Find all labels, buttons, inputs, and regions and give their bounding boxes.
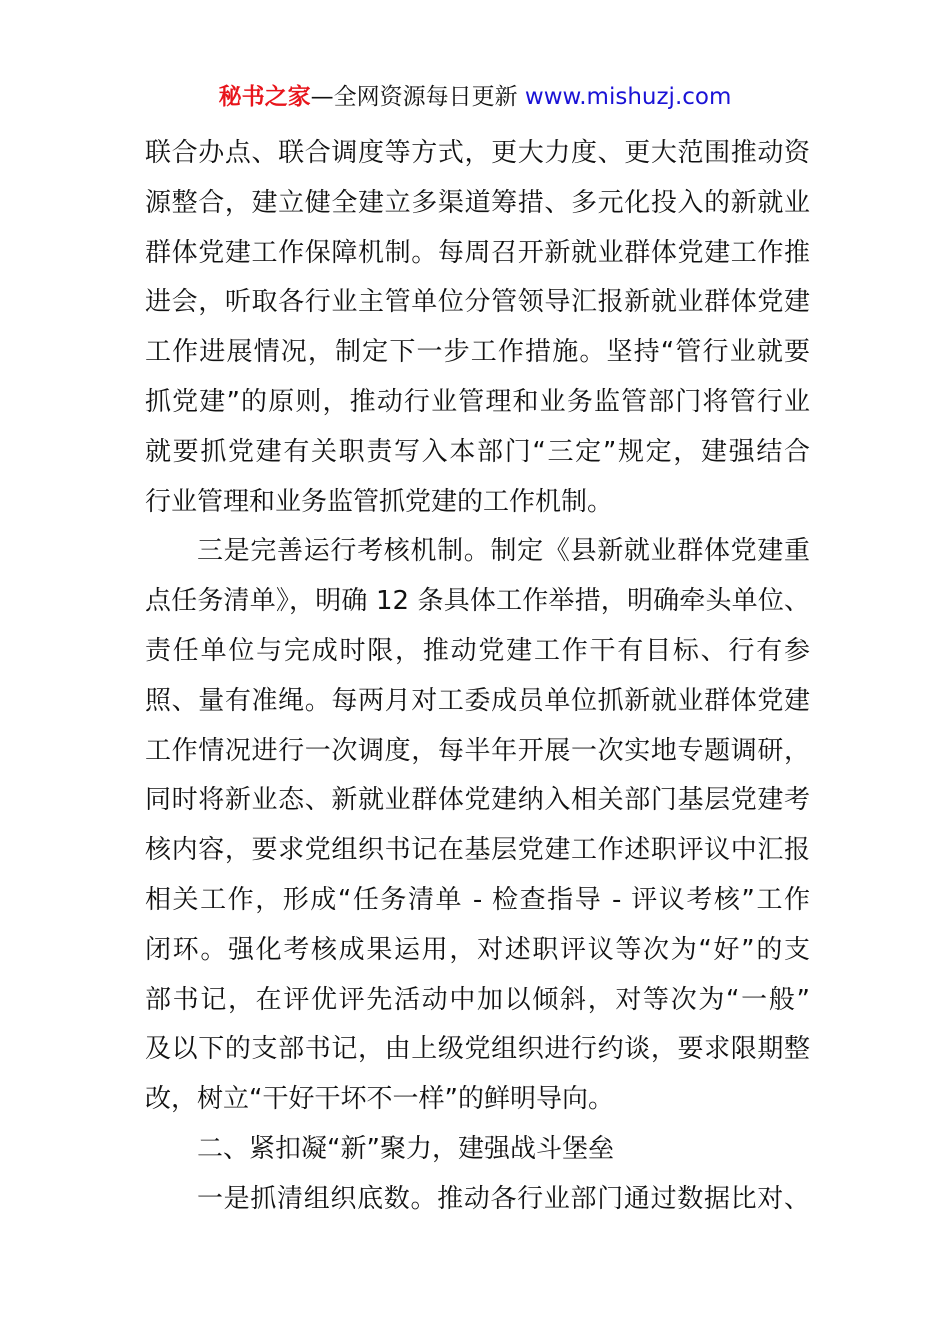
- page-header: [0, 80, 950, 114]
- text-line: 及以下的支部书记，由上级党组织进行约谈，要求限期整: [145, 1034, 810, 1065]
- brand-name: 秘书之家: [218, 84, 311, 110]
- site-url-link[interactable]: www.mishuzj.com: [524, 84, 732, 110]
- text-line: 点任务清单》，明确 12 条具体工作举措，明确牵头单位、: [145, 586, 810, 617]
- text-line: 责任单位与完成时限，推动党建工作干有目标、行有参: [145, 635, 810, 666]
- text-line: 照、量有准绳。每两月对工委成员单位抓新就业群体党建: [145, 685, 810, 716]
- text-line: 工作情况进行一次调度，每半年开展一次实地专题调研，: [145, 735, 810, 766]
- section-heading: 二、紧扣凝“新”聚力，建强战斗堡垒: [197, 1133, 614, 1164]
- text-line: 闭环。强化考核成果运用，对述职评议等次为“好”的支: [145, 934, 810, 965]
- document-body: [145, 129, 810, 1225]
- paragraph-last-line: 改，树立“干好干坏不一样”的鲜明导向。: [145, 1084, 614, 1115]
- text-line: 群体党建工作保障机制。每周召开新就业群体党建工作推: [145, 237, 810, 268]
- paragraph-last-line: 行业管理和业务监管抓党建的工作机制。: [145, 486, 614, 517]
- text-line: 部书记，在评优评先活动中加以倾斜，对等次为“一般”: [145, 984, 810, 1015]
- text-line: 抓党建”的原则，推动行业管理和业务监管部门将管行业: [145, 386, 810, 417]
- text-line: 进会，听取各行业主管单位分管领导汇报新就业群体党建: [145, 287, 810, 318]
- header-tagline: —全网资源每日更新: [310, 84, 525, 110]
- text-line: 源整合，建立健全建立多渠道筹措、多元化投入的新就业: [145, 187, 810, 218]
- paragraph-first-line: 三是完善运行考核机制。制定《县新就业群体党建重: [197, 536, 810, 567]
- text-line: 工作进展情况，制定下一步工作措施。坚持“管行业就要: [145, 337, 810, 368]
- text-line: 相关工作，形成“任务清单 - 检查指导 - 评议考核”工作: [145, 884, 810, 915]
- paragraph-first-line: 一是抓清组织底数。推动各行业部门通过数据比对、: [197, 1183, 810, 1214]
- text-line: 联合办点、联合调度等方式，更大力度、更大范围推动资: [145, 138, 810, 168]
- text-line: 核内容，要求党组织书记在基层党建工作述职评议中汇报: [145, 835, 810, 866]
- text-line: 同时将新业态、新就业群体党建纳入相关部门基层党建考: [145, 785, 810, 816]
- text-line: 就要抓党建有关职责写入本部门“三定”规定，建强结合: [145, 436, 810, 467]
